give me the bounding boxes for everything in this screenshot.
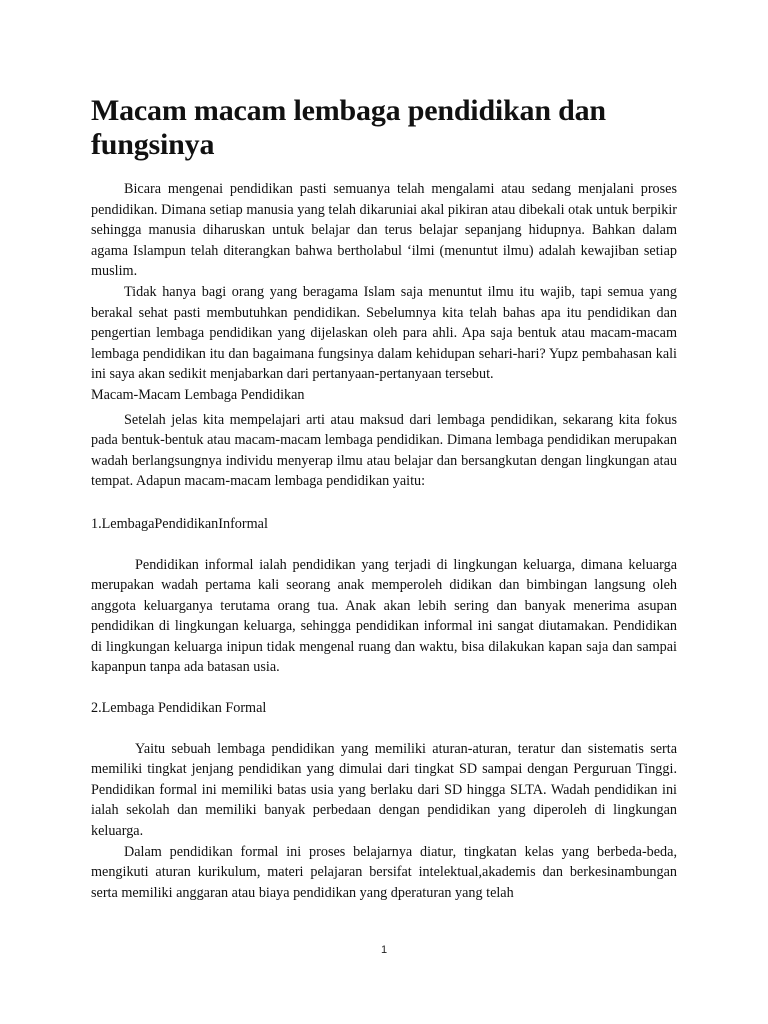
section-heading-informal: 1.LembagaPendidikanInformal xyxy=(91,515,268,532)
document-title: Macam macam lembaga pendidikan dan fungsinya xyxy=(91,94,606,161)
document-body xyxy=(91,94,677,903)
paragraph-formal-process: Dalam pendidikan formal ini proses belajarnya diatur, tingkatan kelas yang berbeda-beda, mengikuti aturan kurikulum, materi pelajaran bersifat intelektual,akademis dan berkesinambungan serta memiliki anggaran atau biaya pendidikan yang dperaturan yang telah xyxy=(91,843,677,901)
section-heading-formal: 2.Lembaga Pendidikan Formal xyxy=(91,700,267,717)
subheading-macam-lembaga: Macam-Macam Lembaga Pendidikan xyxy=(91,386,305,403)
paragraph-third: Setelah jelas kita mempelajari arti atau maksud dari lembaga pendidikan, sekarang kita fokus pada bentuk-bentuk atau macam-macam lembaga pendidikan. Dimana lembaga pendidikan merupakan wadah berlangsungnya individu menyerap ilmu atau belajar dan bersangkutan dengan lingkungan atau tempat. Adapun macam-macam lembaga pendidikan yaitu: xyxy=(91,411,677,490)
paragraph-informal: Pendidikan informal ialah pendidikan yang terjadi di lingkungan keluarga, dimana keluarga merupakan wadah pertama kali seorang anak memperoleh didikan dan bimbingan langsung oleh anggota keluarganya terutama orang tua. Anak akan lebih sering dan banyak menerima asupan pendidikan di lingkungan keluarga, sehingga pendidikan informal ini sangat diutamakan. Pendidikan di lingkungan keluarga inipun tidak mengenal ruang dan waktu, bisa dilakukan kapan saja dan sampai kapanpun tanpa ada batasan usia. xyxy=(91,556,677,676)
paragraph-second: Tidak hanya bagi orang yang beragama Islam saja menuntut ilmu itu wajib, tapi semua yang berakal sehat pasti membutuhkan pendidikan. Sebelumnya kita telah bahas apa itu pendidikan dan pengertian lembaga pendidikan yang dijelaskan oleh para ahli. Apa saja bentuk atau macam-macam lembaga pendidikan itu dan bagaimana fungsinya dalam kehidupan sehari-hari? Yupz pembahasan kali ini saya akan sedikit menjabarkan dari pertanyaan-pertanyaan tersebut. xyxy=(91,283,677,383)
paragraph-formal: Yaitu sebuah lembaga pendidikan yang memiliki aturan-aturan, teratur dan sistematis serta memiliki tingkat jenjang pendidikan yang dimulai dari tingkat SD sampai dengan Perguruan Tinggi. Pendidikan formal ini memiliki batas usia yang berlaku dari SD hingga SLTA. Wadah pendidikan ini ialah sekolah dan memiliki banyak perbedaan dengan pendidikan yang diperoleh di lingkungan keluarga. xyxy=(91,740,677,840)
page-number: 1 xyxy=(380,944,388,956)
paragraph-intro: Bicara mengenai pendidikan pasti semuanya telah mengalami atau sedang menjalani proses pendidikan. Dimana setiap manusia yang telah dikaruniai akal pikiran atau dibekali otak untuk berpikir sehingga manusia diharuskan untuk belajar dan terus belajar sepanjang hidupnya. Bahkan dalam agama Islampun telah diterangkan bahwa bertholabul ‘ilmi (menuntut ilmu) adalah kewajiban setiap muslim. xyxy=(91,181,677,280)
